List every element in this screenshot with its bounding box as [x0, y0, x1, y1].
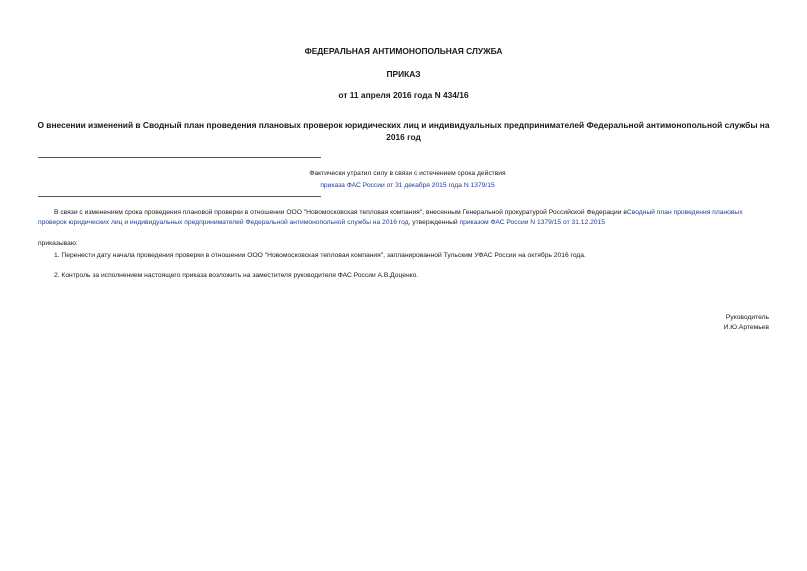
signature-block	[724, 313, 769, 333]
status-note-text: Фактически утратил силу в связи с истечением срока действия	[309, 170, 506, 177]
preamble-paragraph	[38, 208, 773, 227]
status-note-link[interactable]: приказа ФАС России от 31 декабря 2015 года N 1379/15	[320, 182, 495, 189]
document-title: О внесении изменений в Сводный план проведения плановых проверок юридических лиц и индивидуальных предпринимателей Федеральной антимонопольной службы на 2016 год	[37, 120, 770, 142]
document-date-number: от 11 апреля 2016 года N 434/16	[338, 90, 469, 100]
document-type: ПРИКАЗ	[386, 69, 421, 79]
preamble-link-order[interactable]: приказом ФАС России N 1379/15 от 31.12.2015	[459, 218, 605, 226]
preamble-text-1: В связи с изменением срока проведения плановой проверки в отношении ООО "Новомосковская тепловая компания", внесенным Генеральной прокуратурой Российской Федерации в	[54, 209, 627, 216]
signature-name: И.Ю.Артемьев	[723, 324, 769, 331]
agency-name: ФЕДЕРАЛЬНАЯ АНТИМОНОПОЛЬНАЯ СЛУЖБА	[304, 46, 503, 56]
order-word: приказываю:	[38, 240, 78, 247]
signature-position: Руководитель	[725, 314, 769, 321]
order-item-1: 1. Перенести дату начала проведения проверки в отношении ООО "Новомосковская тепловая компания", запланированной Тульским УФАС России на октябрь 2016 года.	[54, 252, 586, 259]
preamble-text-2: , утвержденный	[408, 218, 458, 226]
preamble-link-plan[interactable]: Сводный план проведения плановых проверок юридических лиц и индивидуальных предпринимателей Федеральной антимонопольной службы на 2016 год	[38, 209, 743, 226]
order-item-2: 2. Контроль за исполнением настоящего приказа возложить на заместителя руководителя ФАС России А.В.Доценко.	[54, 272, 419, 279]
divider-bottom	[38, 196, 321, 197]
divider-top	[38, 157, 321, 158]
